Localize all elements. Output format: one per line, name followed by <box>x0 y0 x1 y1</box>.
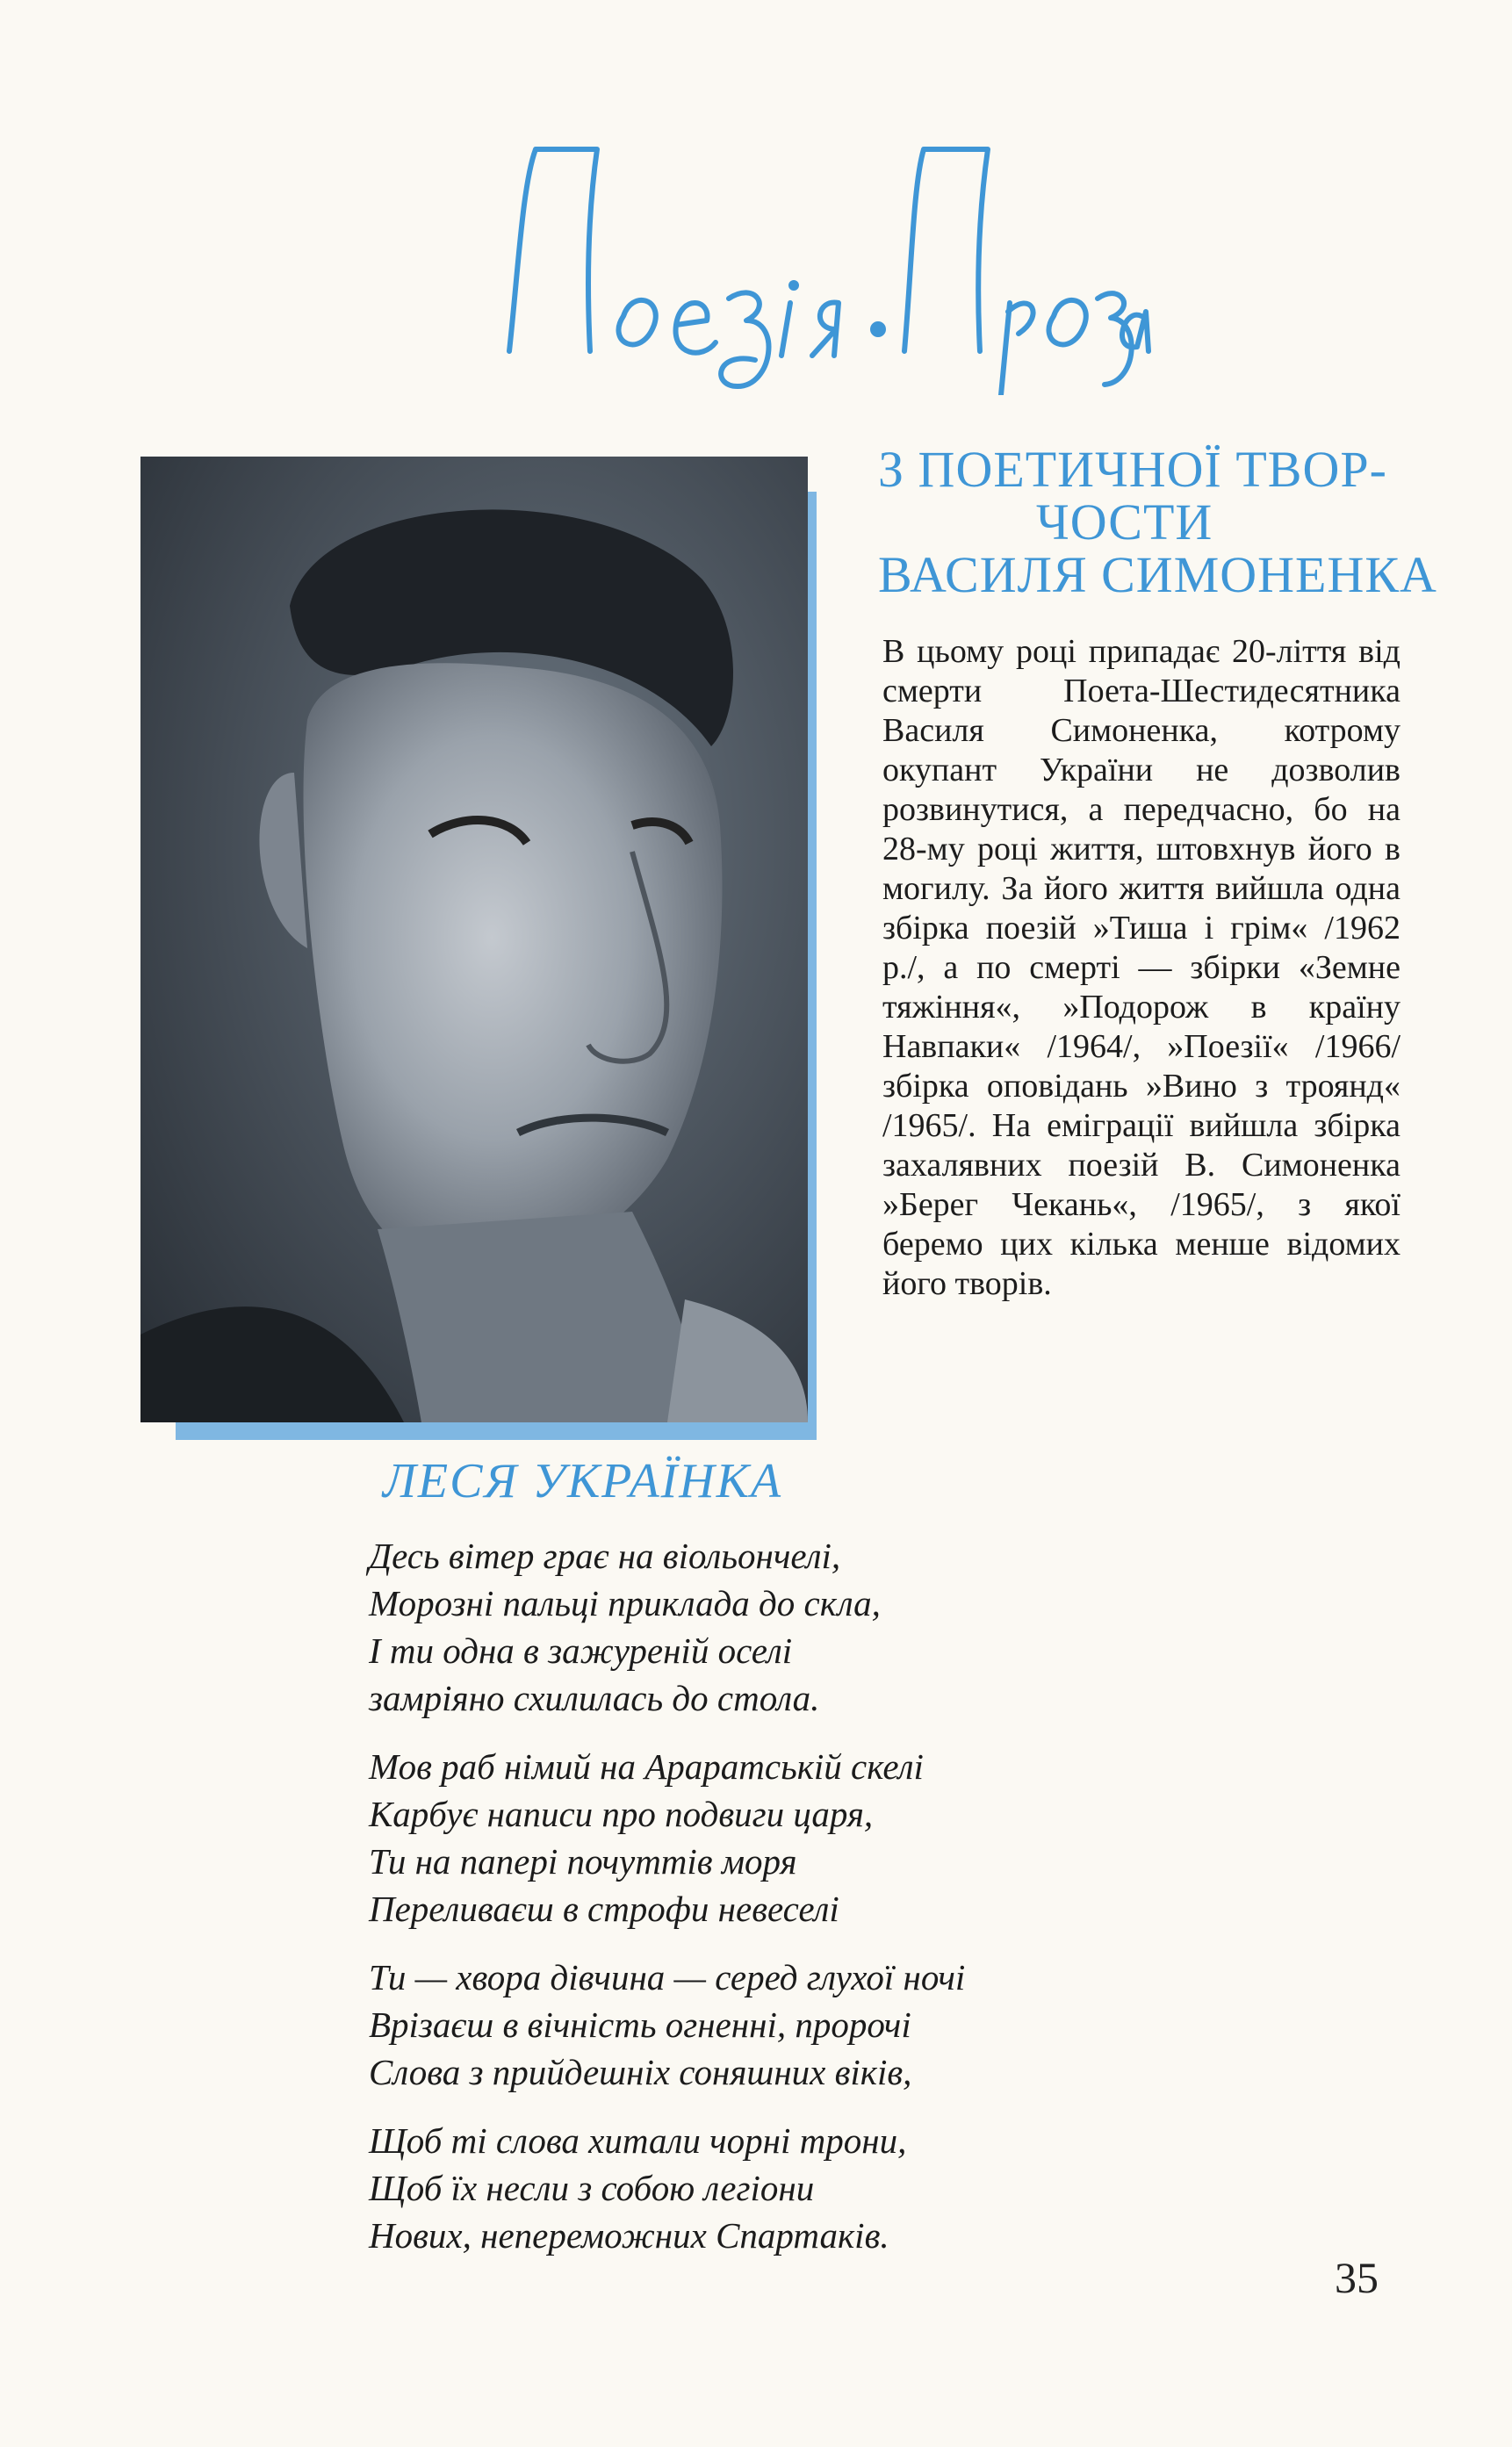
poem-line: Карбує написи про подвиги царя, <box>369 1794 874 1834</box>
poem-body <box>369 1532 1159 2280</box>
poem-line: Щоб ті слова хитали чорні трони, <box>369 2120 907 2161</box>
section-heading <box>878 443 1510 601</box>
stanza-1 <box>369 1532 1159 1722</box>
poem-title: ЛЕСЯ УКРАЇНКА <box>383 1454 783 1508</box>
page-number: 35 <box>1335 2253 1379 2302</box>
poem-line: Переливаєш в строфи невеселі <box>369 1889 839 1929</box>
poem-line: Врізаєш в вічність огненні, пророчі <box>369 2004 911 2045</box>
handwritten-title-graphic <box>492 132 1159 395</box>
stanza-4 <box>369 2117 1159 2259</box>
poem-line: замріяно схилилась до стола. <box>369 1678 820 1718</box>
poem-line: Мов раб німий на Араратській скелі <box>369 1746 924 1787</box>
heading-line-1: З ПОЕТИЧНОЇ ТВОР- <box>878 441 1387 498</box>
poem-line: І ти одна в зажуреній оселі <box>369 1630 793 1671</box>
poem-line: Слова з прийдешніх соняшних віків, <box>369 2052 912 2092</box>
poem-line: Ти на папері почуттів моря <box>369 1841 797 1882</box>
stanza-3 <box>369 1954 1159 2096</box>
poem-line: Ти — хвора дівчина — серед глухої ночі <box>369 1957 966 1997</box>
portrait-image <box>140 457 808 1422</box>
section-title-script <box>492 132 1159 395</box>
poem-line: Щоб їх несли з собою легіони <box>369 2168 815 2208</box>
poem-line: Десь вітер грає на віольончелі, <box>369 1536 841 1576</box>
heading-line-2: ЧОСТИ <box>1036 493 1213 551</box>
portrait-photo <box>140 457 817 1440</box>
poem-line: Нових, непереможних Спартаків. <box>369 2215 889 2256</box>
poem-line: Морозні пальці приклада до скла, <box>369 1583 881 1623</box>
stanza-2 <box>369 1743 1159 1932</box>
heading-line-3: ВАСИЛЯ СИМОНЕНКА <box>878 546 1437 603</box>
intro-paragraph: В цьому році припадає 20-ліття від смерти Поета-Шестидесятника Василя Симоненка, котрому окупант України не дозволив розвинутися, а передчасно, бо на 28-му році життя, штовхнув його в могилу. За його життя вийшла одна збірка поезій »Тиша і грім« /1962 р./, а по смерті — збірки «Земне тяжіння«, »Подорож в країну Навпаки« /1964/, »Поезії« /1966/ збірка оповідань »Вино з троянд« /1965/. На еміграції вийшла збірка захалявних поезій В. Симоненка »Берег Чекань«, /1965/, з якої беремо цих кілька менше відомих його творів. <box>882 633 1400 1302</box>
